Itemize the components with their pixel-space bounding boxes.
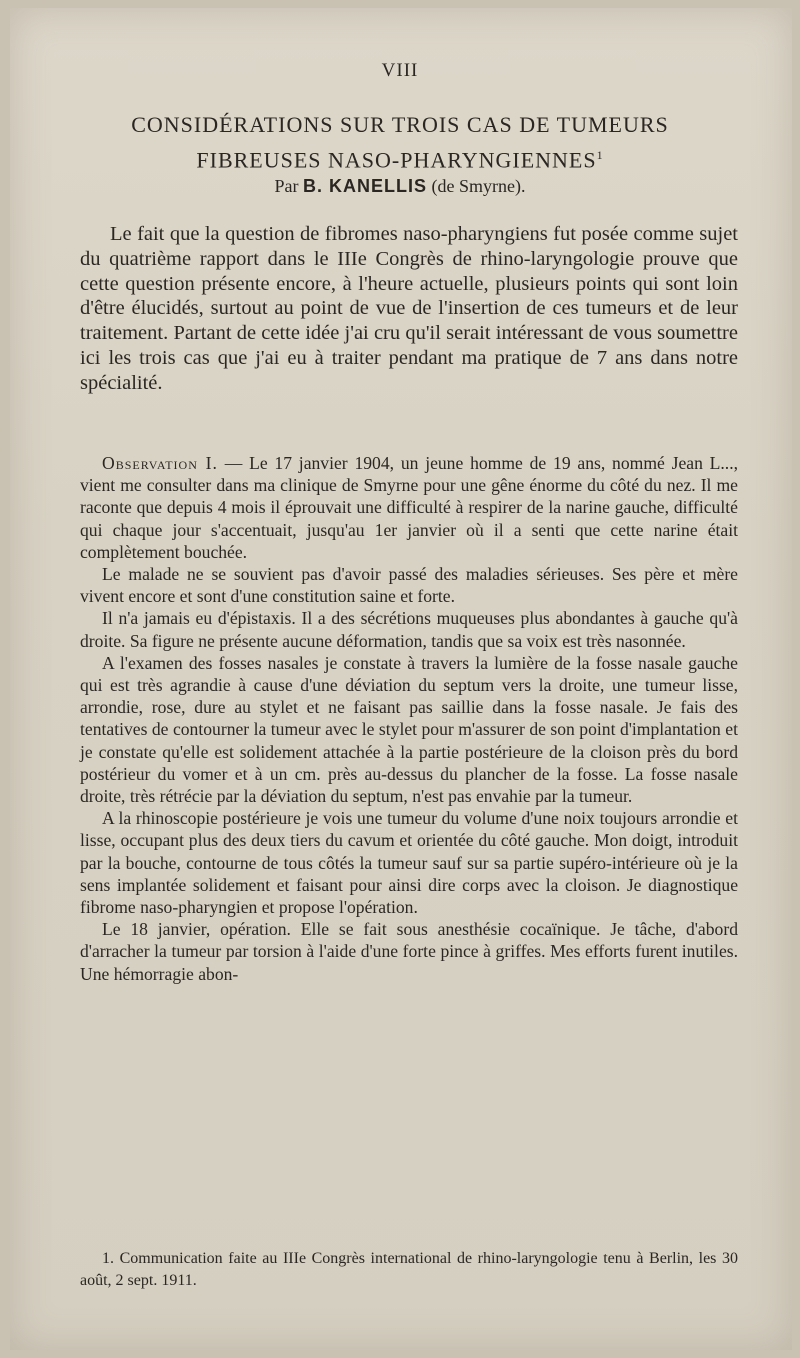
author-affiliation: (de Smyrne). bbox=[431, 176, 526, 196]
observation-label: Observation I. bbox=[102, 453, 218, 473]
intro-section bbox=[80, 222, 738, 396]
observation-text: — Le 17 janvier 1904, un jeune homme de 19 ans, nommé Jean L..., vient me consulter dans ma clinique de Smyrne pour une gêne énorme du côté du nez. Il me raconte que depuis 4 mois il éprouvait une difficulté à respirer de la narine gauche, difficulté qui chaque jour s'accentuait, jusqu'au 1er janvier où il a senti que cette narine était complètement bouchée. bbox=[80, 453, 738, 562]
author-name: B. KANELLIS bbox=[303, 176, 428, 196]
body-paragraph: A l'examen des fosses nasales je constate à travers la lumière de la fosse nasale gauche qui est très agrandie à cause d'une déviation du septum vers la droite, une tumeur lisse, arrondie, rose, dure au stylet et ne faisant pas saillie dans la fosse nasale. Je fais des tentatives de contourner la tumeur avec le stylet pour m'assurer de son point d'implantation et je constate qu'elle est solidement attachée à la partie postérieure de la cloison près du bord postérieur du vomer et à un cm. près au-dessus du plancher de la fosse. La fosse nasale droite, très rétrécie par la déviation du septum, n'est pas envahie par la tumeur. bbox=[80, 652, 738, 807]
body-paragraph: Le 18 janvier, opération. Elle se fait sous anesthésie cocaïnique. Je tâche, d'abord d'arracher la tumeur par torsion à l'aide d'une forte pince à griffes. Mes efforts furent inutiles. Une hémorragie abon- bbox=[80, 919, 738, 984]
body-section bbox=[80, 452, 738, 985]
title-line-1: CONSIDÉRATIONS SUR TROIS CAS DE TUMEURS bbox=[131, 112, 669, 137]
footnote: 1. Communication faite au IIIe Congrès international de rhino-laryngologie tenu à Berlin, les 30 août, 2 sept. 1911. bbox=[80, 1250, 738, 1289]
byline-prefix: Par bbox=[274, 176, 299, 196]
intro-paragraph: Le fait que la question de fibromes naso-pharyngiens fut posée comme sujet du quatrième rapport dans le IIIe Congrès de rhino-laryngologie prouve que cette question présente encore, à l'heure actuelle, plusieurs points qui sont loin d'être élucidés, surtout au point de vue de l'insertion de ces tumeurs et de leur traitement. Partant de cette idée j'ai cru qu'il serait intéressant de vous soumettre ici les trois cas que j'ai eu à traiter pendant ma pratique de 7 ans dans notre spécialité. bbox=[80, 223, 738, 394]
byline bbox=[0, 176, 800, 197]
body-paragraph: A la rhinoscopie postérieure je vois une tumeur du volume d'une noix toujours arrondie et lisse, occupant plus des deux tiers du cavum et orientée du côté gauche. Mon doigt, introduit par la bouche, contourne de tous côtés la tumeur sauf sur sa partie supéro-intérieure où je la sens implantée solidement et faisant pour ainsi dire corps avec la cloison. Je diagnostique fibrome naso-pharyngien et propose l'opération. bbox=[80, 808, 738, 918]
observation-paragraph bbox=[80, 452, 738, 563]
title-line-2: FIBREUSES NASO-PHARYNGIENNES$^1$ bbox=[196, 147, 604, 173]
title-footnote-mark: 1 bbox=[596, 148, 604, 162]
body-paragraph: Il n'a jamais eu d'épistaxis. Il a des sécrétions muqueuses plus abondantes à gauche qu'à droite. Sa figure ne présente aucune déformation, tandis que sa voix est très nasonnée. bbox=[80, 608, 738, 651]
body-paragraph: Le malade ne se souvient pas d'avoir passé des maladies sérieuses. Ses père et mère vivent encore et sont d'une constitution saine et forte. bbox=[80, 564, 738, 607]
article-title bbox=[60, 110, 740, 175]
chapter-number: VIII bbox=[381, 60, 419, 81]
